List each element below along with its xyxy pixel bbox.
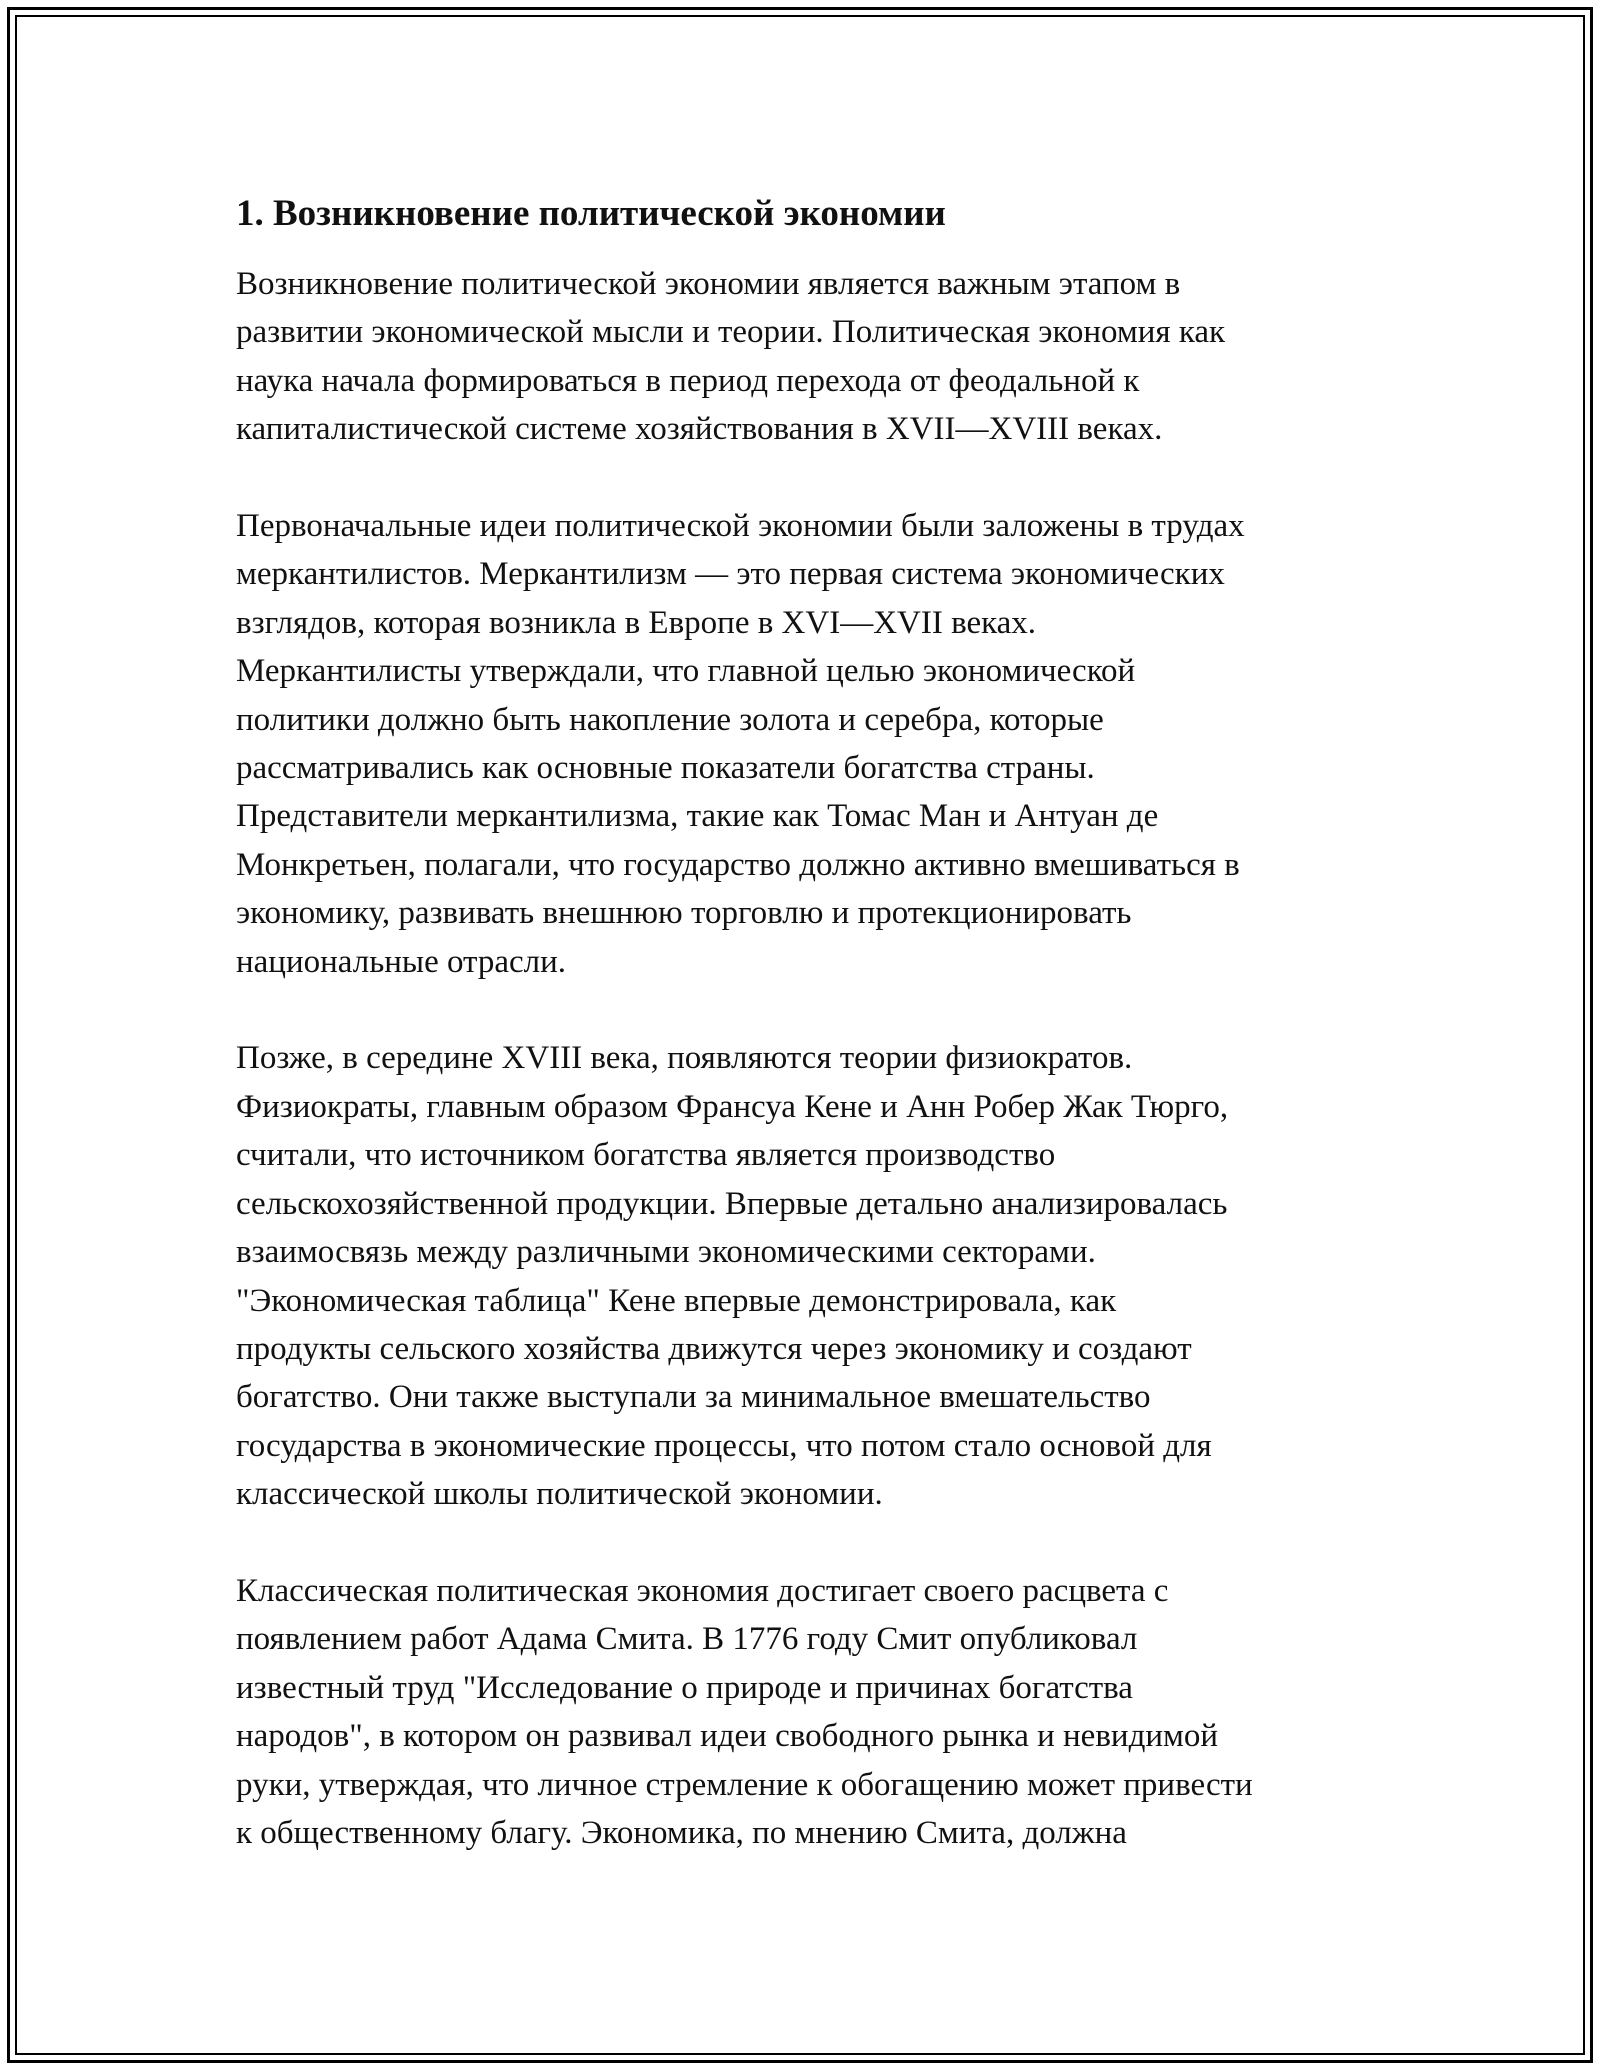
text-line: государства в экономические процессы, что потом стало основой для xyxy=(236,1427,1212,1464)
paragraph-gap xyxy=(236,1519,1386,1567)
text-line: национальные отрасли. xyxy=(236,943,567,980)
text-line: сельскохозяйственной продукции. Впервые детально анализировалась xyxy=(236,1185,1228,1222)
paragraphs-container xyxy=(236,260,1386,1857)
text-line: капиталистической системе хозяйствования в XVII—XVIII веках. xyxy=(236,411,1163,448)
paragraph xyxy=(236,260,1386,454)
text-line: продукты сельского хозяйства движутся через экономику и создают xyxy=(236,1330,1192,1367)
text-line: Физиократы, главным образом Франсуа Кене и Анн Робер Жак Тюрго, xyxy=(236,1088,1229,1125)
text-line: Представители меркантилизма, такие как Томас Ман и Антуан де xyxy=(236,798,1159,835)
text-line: Монкретьен, полагали, что государство должно активно вмешиваться в xyxy=(236,846,1240,883)
text-line: Возникновение политической экономии является важным этапом в xyxy=(236,266,1181,302)
text-line: развитии экономической мысли и теории. Политическая экономия как xyxy=(236,314,1226,351)
text-line: экономику, развивать внешнюю торговлю и протекционировать xyxy=(236,895,1132,932)
text-line: взаимосвязь между различными экономическими секторами. xyxy=(236,1234,1096,1271)
text-line: к общественному благу. Экономика, по мнению Смита, должна xyxy=(236,1814,1127,1851)
paragraph-gap xyxy=(236,454,1386,502)
text-line: классической школы политической экономии. xyxy=(236,1476,883,1513)
text-line: появлением работ Адама Смита. В 1776 году Смит опубликовал xyxy=(236,1621,1138,1658)
text-line: Классическая политическая экономия достигает своего расцвета с xyxy=(236,1572,1169,1609)
text-line: известный труд "Исследование о природе и причинах богатства xyxy=(236,1669,1133,1706)
paragraph xyxy=(236,502,1386,986)
document-body xyxy=(236,190,1386,1857)
text-line: народов", в котором он развивал идеи свободного рынка и невидимой xyxy=(236,1718,1219,1755)
text-line: руки, утверждая, что личное стремление к обогащению может привести xyxy=(236,1766,1253,1803)
paragraph xyxy=(236,1567,1386,1857)
text-line: Меркантилисты утверждали, что главной целью экономической xyxy=(236,653,1136,690)
text-line: "Экономическая таблица" Кене впервые демонстрировала, как xyxy=(236,1282,1117,1319)
text-line: рассматривались как основные показатели богатства страны. xyxy=(236,750,1095,787)
text-line: наука начала формироваться в период перехода от феодальной к xyxy=(236,362,1140,399)
text-line: политики должно быть накопление золота и серебра, которые xyxy=(236,701,1104,738)
text-line: меркантилистов. Меркантилизм — это первая система экономических xyxy=(236,556,1225,593)
section-heading: 1. Возникновение политической экономии xyxy=(236,193,946,234)
text-line: Позже, в середине XVIII века, появляются теории физиократов. xyxy=(236,1040,1133,1077)
text-line: богатство. Они также выступали за минимальное вмешательство xyxy=(236,1379,1151,1416)
text-line: Первоначальные идеи политической экономии были заложены в трудах xyxy=(236,508,1245,545)
text-line: взглядов, которая возникла в Европе в XVI—XVII веках. xyxy=(236,604,1037,641)
paragraph-gap xyxy=(236,986,1386,1034)
paragraph xyxy=(236,1034,1386,1518)
text-line: считали, что источником богатства является производство xyxy=(236,1137,1056,1174)
